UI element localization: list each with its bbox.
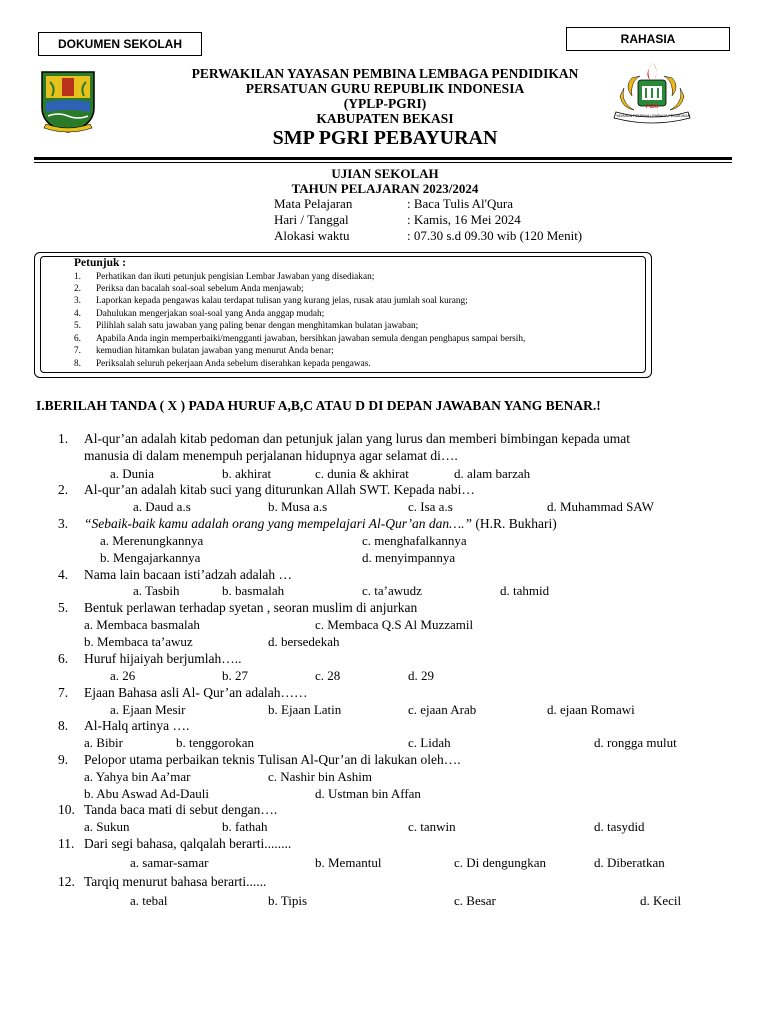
question-6-text: Huruf hijaiyah berjumlah….. bbox=[84, 651, 242, 666]
option-b: b. Ejaan Latin bbox=[268, 702, 342, 717]
option-a: a. Tasbih bbox=[133, 583, 180, 598]
option-c: c. Membaca Q.S Al Muzzamil bbox=[315, 617, 474, 632]
question-6-number: 6. bbox=[58, 651, 69, 666]
instruction-item: 1. Perhatikan dan ikuti petunjuk pengisian Lembar Jawaban yang disediakan; bbox=[74, 272, 375, 282]
instruction-item: 6. Apabila Anda ingin memperbaiki/mengganti jawaban, bersihkan jawaban semula dengan penghapus sampai bersih, bbox=[74, 334, 526, 344]
question-9-text: Pelopor utama perbaikan teknis Tulisan Al-Qur’an di lakukan oleh…. bbox=[84, 752, 461, 767]
meta-label-date: Hari / Tanggal bbox=[274, 212, 349, 227]
option-b: b. 27 bbox=[222, 668, 248, 683]
header-rule-thin bbox=[34, 162, 732, 163]
pgri-logo-ribbon: YAYASAN PEMBINA LEMBAGA PENDIDIKAN bbox=[616, 114, 691, 118]
question-9-number: 9. bbox=[58, 752, 69, 767]
bekasi-crest-logo bbox=[38, 68, 98, 134]
exam-year: TAHUN PELAJARAN 2023/2024 bbox=[291, 181, 479, 196]
question-10-text: Tanda baca mati di sebut dengan…. bbox=[84, 802, 278, 817]
option-b: b. akhirat bbox=[222, 466, 272, 481]
question-11-text: Dari segi bahasa, qalqalah berarti........ bbox=[84, 836, 292, 851]
question-3-number: 3. bbox=[58, 516, 69, 531]
pgri-logo bbox=[610, 60, 694, 130]
option-b: b. fathah bbox=[222, 819, 268, 834]
question-8-number: 8. bbox=[58, 718, 69, 733]
option-d: d. Muhammad SAW bbox=[547, 499, 654, 514]
option-d: d. menyimpannya bbox=[362, 550, 456, 565]
meta-label-subject: Mata Pelajaran bbox=[274, 196, 353, 211]
question-4-text: Nama lain bacaan isti’adzah adalah … bbox=[84, 567, 293, 582]
option-b: b. basmalah bbox=[222, 583, 285, 598]
option-c: c. Isa a.s bbox=[408, 499, 453, 514]
meta-value-time: : 07.30 s.d 09.30 wib (120 Menit) bbox=[407, 228, 583, 243]
school-name: SMP PGRI PEBAYURAN bbox=[272, 127, 498, 149]
header-line-3: (YPLP-PGRI) bbox=[343, 96, 427, 111]
question-12-text: Tarqiq menurut bahasa berarti...... bbox=[84, 874, 267, 889]
instruction-item: 3. Laporkan kepada pengawas kalau terdapat tulisan yang kurang jelas, rusak atau jumlah soal kurang; bbox=[74, 296, 468, 306]
question-1-text-cont: manusia di dalam menempuh perjalanan hidupnya agar selamat di…. bbox=[84, 448, 458, 463]
meta-value-date: : Kamis, 16 Mei 2024 bbox=[407, 212, 521, 227]
question-2-text: Al-qur’an adalah kitab suci yang diturunkan Allah SWT. Kepada nabi… bbox=[84, 482, 475, 497]
meta-value-subject: : Baca Tulis Al'Qura bbox=[407, 196, 513, 211]
header-line-4: KABUPATEN BEKASI bbox=[316, 111, 454, 126]
option-b: b. Tipis bbox=[268, 893, 308, 908]
option-a: a. Yahya bin Aa’mar bbox=[84, 769, 191, 784]
question-1-text: Al-qur’an adalah kitab pedoman dan petunjuk jalan yang lurus dan memberi bimbingan kepada umat bbox=[84, 431, 630, 446]
option-d: d. ejaan Romawi bbox=[547, 702, 635, 717]
option-a: a. Ejaan Mesir bbox=[110, 702, 186, 717]
option-b: b. Abu Aswad Ad-Dauli bbox=[84, 786, 209, 801]
question-3-quote: “Sebaik-baik kamu adalah orang yang mempelajari Al-Qur’an dan….” bbox=[84, 516, 472, 531]
option-b: b. Musa a.s bbox=[268, 499, 328, 514]
option-c: c. Nashir bin Ashim bbox=[268, 769, 372, 784]
pgri-logo-text: PGRI bbox=[645, 104, 659, 110]
option-c: c. 28 bbox=[315, 668, 341, 683]
option-c: c. dunia & akhirat bbox=[315, 466, 409, 481]
question-2-number: 2. bbox=[58, 482, 69, 497]
header-line-2: PERSATUAN GURU REPUBLIK INDONESIA bbox=[245, 81, 525, 96]
option-d: d. tahmid bbox=[500, 583, 550, 598]
header-rule-thick bbox=[34, 157, 732, 160]
question-3-source: (H.R. Bukhari) bbox=[471, 516, 557, 531]
question-7-text: Ejaan Bahasa asli Al- Qur’an adalah…… bbox=[84, 685, 308, 700]
option-d: d. bersedekah bbox=[268, 634, 340, 649]
question-11-number: 11. bbox=[58, 836, 75, 851]
instruction-item: 8. Periksalah seluruh pekerjaan Anda sebelum diserahkan kepada pengawas. bbox=[74, 359, 371, 369]
question-12-number: 12. bbox=[58, 874, 75, 889]
question-3-text bbox=[84, 516, 557, 532]
option-d: d. Ustman bin Affan bbox=[315, 786, 421, 801]
question-10-number: 10. bbox=[58, 802, 75, 817]
question-8-text: Al-Halq artinya …. bbox=[84, 718, 190, 733]
option-d: d. Kecil bbox=[640, 893, 682, 908]
option-c: c. menghafalkannya bbox=[362, 533, 467, 548]
option-c: c. tanwin bbox=[408, 819, 456, 834]
instructions-title: Petunjuk : bbox=[74, 257, 127, 269]
instruction-item: 5. Pilihlah salah satu jawaban yang paling benar dengan menghitamkan bulatan jawaban; bbox=[74, 321, 419, 331]
option-d: d. alam barzah bbox=[454, 466, 531, 481]
option-d: d. Diberatkan bbox=[594, 855, 665, 870]
question-4-number: 4. bbox=[58, 567, 69, 582]
question-7-number: 7. bbox=[58, 685, 69, 700]
exam-title: UJIAN SEKOLAH bbox=[331, 166, 439, 181]
document-tag: DOKUMEN SEKOLAH bbox=[38, 32, 202, 56]
option-c: c. Di dengungkan bbox=[454, 855, 547, 870]
question-5-text: Bentuk perlawan terhadap syetan , seoran muslim di anjurkan bbox=[84, 600, 418, 615]
option-d: d. 29 bbox=[408, 668, 434, 683]
option-d: d. rongga mulut bbox=[594, 735, 677, 750]
option-c: c. Lidah bbox=[408, 735, 451, 750]
option-a: a. Sukun bbox=[84, 819, 130, 834]
instruction-item: 2. Periksa dan bacalah soal-soal sebelum Anda menjawab; bbox=[74, 284, 304, 294]
meta-label-time: Alokasi waktu bbox=[274, 228, 350, 243]
option-c: c. Besar bbox=[454, 893, 496, 908]
section-heading: I.BERILAH TANDA ( X ) PADA HURUF A,B,C ATAU D DI DEPAN JAWABAN YANG BENAR.! bbox=[36, 398, 601, 413]
question-5-number: 5. bbox=[58, 600, 69, 615]
option-b: b. Memantul bbox=[315, 855, 382, 870]
option-b: b. Mengajarkannya bbox=[100, 550, 201, 565]
option-a: a. Bibir bbox=[84, 735, 123, 750]
confidential-tag: RAHASIA bbox=[566, 27, 730, 51]
option-b: b. Membaca ta’awuz bbox=[84, 634, 193, 649]
header-line-1: PERWAKILAN YAYASAN PEMBINA LEMBAGA PENDIDIKAN bbox=[191, 66, 579, 81]
option-a: a. tebal bbox=[130, 893, 168, 908]
option-d: d. tasydid bbox=[594, 819, 645, 834]
option-a: a. Merenungkannya bbox=[100, 533, 204, 548]
option-a: a. samar-samar bbox=[130, 855, 209, 870]
option-a: a. Membaca basmalah bbox=[84, 617, 200, 632]
option-a: a. 26 bbox=[110, 668, 136, 683]
option-a: a. Daud a.s bbox=[133, 499, 191, 514]
option-b: b. tenggorokan bbox=[176, 735, 254, 750]
option-c: c. ejaan Arab bbox=[408, 702, 477, 717]
question-1-number: 1. bbox=[58, 431, 69, 446]
instruction-item: 7. kemudian hitamkan bulatan jawaban yang menurut Anda benar; bbox=[74, 346, 334, 356]
option-c: c. ta’awudz bbox=[362, 583, 422, 598]
instruction-item: 4. Dahulukan mengerjakan soal-soal yang Anda anggap mudah; bbox=[74, 309, 325, 319]
option-a: a. Dunia bbox=[110, 466, 155, 481]
